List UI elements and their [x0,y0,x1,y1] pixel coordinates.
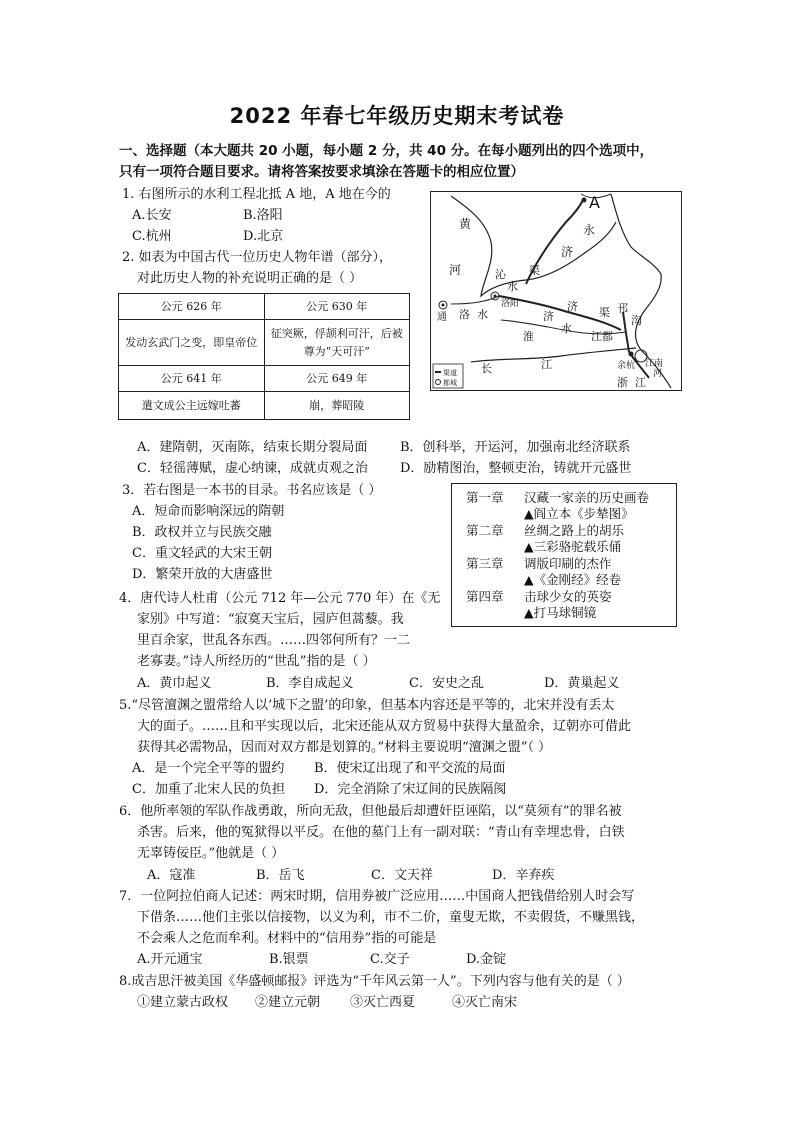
chronology-table [118,293,410,420]
map-label: 水 [477,308,488,321]
toc-item: ▲三彩骆驼载乐俑 [524,539,622,554]
map-label: 洛阳 [501,299,520,309]
map-label: 通 [437,312,447,323]
q7-line2: 下借条……他们主张以信接物，以义为利，市不二价，童叟无欺，不卖假货，不赚黑钱， [137,910,645,925]
map-label: 浙 [617,376,628,389]
map-label: 黄 [459,217,472,231]
map-label: 洛 [459,308,470,321]
q5-line3: 获得其必需物品，因而对双方都是划算的。”材料主要说明“澶渊之盟”（ ） [137,740,552,755]
map-label: 水 [507,280,518,293]
map-label: 淮 [523,330,534,343]
q5-line1: 5.“尽管澶渊之盟常给人以‘城下之盟’的印象，但基本内容还是平等的，北宋并没有丢太 [119,698,615,713]
map-label: 河 [449,263,462,277]
q2-option-b: B．创科举，开运河，加强南北经济联系 [400,440,631,455]
toc-title: 调版印刷的杰作 [524,556,612,571]
map-label: 长 [481,362,492,375]
q3-stem: 3．若右图是一本书的目录。书名应该是（ ） [122,483,382,498]
table-cell: 发动玄武门之变，即皇帝位 [119,320,265,366]
legend-canal-label: 渠道 [443,369,457,377]
q4-line1: 4．唐代诗人杜甫（公元 712 年—公元 770 年）在《无 [119,591,441,606]
section-header-line1: 一、选择题（本大题共 20 小题，每小题 2 分，共 40 分。在每小题列出的四个选项中， [119,143,654,159]
q8-line1: 8.成吉思汗被美国《华盛顿邮报》评选为“千年风云第一人”。下列内容与他有关的是（ ） [119,974,630,989]
q4-option-c: C．安史之乱 [409,676,484,691]
map-label: 水 [561,322,572,335]
map-label: 邗 [617,302,628,315]
toc-title: 丝绸之路上的胡乐 [524,523,625,538]
q6-option-d: D．辛弃疾 [492,868,555,883]
city-luoyang-dot [494,295,497,298]
q4-option-b: B．李自成起义 [266,676,354,691]
table-cell: 公元 649 年 [264,366,410,392]
point-a [582,198,587,203]
q3-option-b: B．政权并立与民族交融 [132,525,272,540]
q6-option-c: C．文天祥 [371,868,433,883]
q5-option-c: C．加重了北宋人民的负担 [132,782,285,797]
section-header-line2: 只有一项符合题目要求。请将答案按要求填涂在答题卡的相应位置） [119,164,524,180]
q5-option-d: D．完全消除了宋辽间的民族隔阂 [314,782,507,797]
q1-option-c: C.杭州 [132,229,172,244]
q2-stem-line1: 2. 如表为中国古代一位历史人物年谱（部分）， [122,250,393,265]
q2-stem-line2: 对此历史人物的补充说明正确的是（ ） [137,271,363,286]
q7-line3: 不会乘人之危而牟利。材料中的“信用券”指的可能是 [137,931,437,946]
map-label: 江南 [645,359,664,369]
q2-option-a: A．建隋朝，灭南陈，结束长期分裂局面 [137,440,368,455]
map-label: 济 [561,245,574,259]
q7-option-c: C.交子 [370,952,410,967]
toc-item: ▲《金刚经》经卷 [524,572,622,587]
table-cell: 公元 630 年 [264,294,410,320]
toc-title: 击球少女的英姿 [524,589,612,604]
q1-option-b: B.洛阳 [243,208,283,223]
q1-stem: 1. 右图所示的水利工程北抵 A 地，A 地在今的 [122,187,391,202]
legend-capital-label: 都城 [443,379,457,387]
map-label: 江 [541,358,552,371]
q8-option-2: ②建立元朝 [255,995,321,1010]
q6-line2: 杀害。后来，他的冤狱得以平反。在他的墓门上有一副对联：“青山有幸埋忠骨，白铁 [137,825,625,840]
table-cell: 公元 626 年 [119,294,265,320]
q1-option-a: A.长安 [132,208,172,223]
toc-chapter: 第四章 [466,589,504,604]
yangtze-river [471,348,636,362]
q8-option-3: ③灭亡西夏 [350,995,416,1010]
map-label: 余杭 [617,361,636,371]
q3-option-a: A．短命而影响深远的隋朝 [132,504,285,519]
q8-option-1: ①建立蒙古政权 [137,995,229,1010]
table-cell: 崩，葬昭陵 [264,392,410,420]
map-label: A [589,193,600,212]
q4-option-a: A．黄巾起义 [137,676,212,691]
city-changan-dot [442,304,445,307]
toc-item: ▲阎立本《步辇图》 [524,506,634,521]
toc-chapter: 第三章 [466,556,504,571]
q8-option-4: ④灭亡南宋 [452,995,518,1010]
q1-option-d: D.北京 [243,229,284,244]
q5-line2: 大的面子。……且和平实现以后，北宋还能从双方贸易中获得大量盈余，辽朝亦可借此 [137,719,632,734]
toc-chapter: 第一章 [466,490,504,505]
q5-option-b: B．使宋辽出现了和平交流的局面 [314,761,506,776]
grand-canal-map [430,191,682,391]
q6-option-a: A．寇准 [147,868,196,883]
q2-option-d: D．励精图治，整顿吏治，铸就开元盛世 [400,461,632,476]
q4-line2: 家别》中写道：“寂寞天宝后，园庐但蒿藜。我 [137,612,404,627]
q4-line3: 里百余家，世乱各东西。……四邻何所有？一二 [137,633,411,648]
map-label: 沁 [495,268,506,281]
map-label: 济 [543,310,554,323]
toc-item: ▲打马球铜镜 [524,605,597,620]
toc-chapter: 第二章 [466,523,504,538]
table-cell: 公元 641 年 [119,366,265,392]
q7-line1: 7．一位阿拉伯商人记述：两宋时期，信用券被广泛应用……中国商人把钱借给别人时会写 [119,889,635,904]
q3-option-d: D．繁荣开放的大唐盛世 [132,567,273,582]
map-label: 江 [635,376,646,389]
table-cell: 征突厥，俘颉利可汗，后被尊为“天可汗” [264,320,410,366]
map-label: 江都 [591,330,613,343]
q4-line4: 老寡妻。”诗人所经历的“世乱”指的是（ ） [137,654,376,669]
page-title: 2022 年春七年级历史期末考试卷 [229,104,565,128]
map-label: 渠 [599,306,610,319]
q5-option-a: A．是一个完全平等的盟约 [132,761,285,776]
luo-river [451,296,499,304]
q7-option-d: D.金锭 [466,952,507,967]
map-label: 河 [653,369,663,379]
q7-option-a: A.开元通宝 [137,952,203,967]
table-cell: 遣文成公主远嫁吐蕃 [119,392,265,420]
q3-option-c: C．重文轻武的大宋王朝 [132,546,272,561]
q6-option-b: B．岳飞 [256,868,305,883]
toc-title: 汉藏一家亲的历史画卷 [524,490,650,505]
q6-line1: 6．他所率领的军队作战勇敢，所向无敌，但他最后却遭奸臣诬陷，以“莫须有”的罪名被 [119,804,622,819]
map-label: 渠 [529,264,540,277]
map-label: 济 [567,300,578,313]
map-label: 沟 [631,314,642,327]
q2-option-c: C．轻徭薄赋，虚心纳谏，成就贞观之治 [137,461,368,476]
map-label: 永 [583,223,596,237]
q4-option-d: D．黄巢起义 [544,676,620,691]
q6-line3: 无辜铸佞臣。”他就是（ ） [137,846,285,861]
city-jiangdu [629,352,634,357]
book-table-of-contents [451,483,677,627]
q7-option-b: B.银票 [269,952,309,967]
